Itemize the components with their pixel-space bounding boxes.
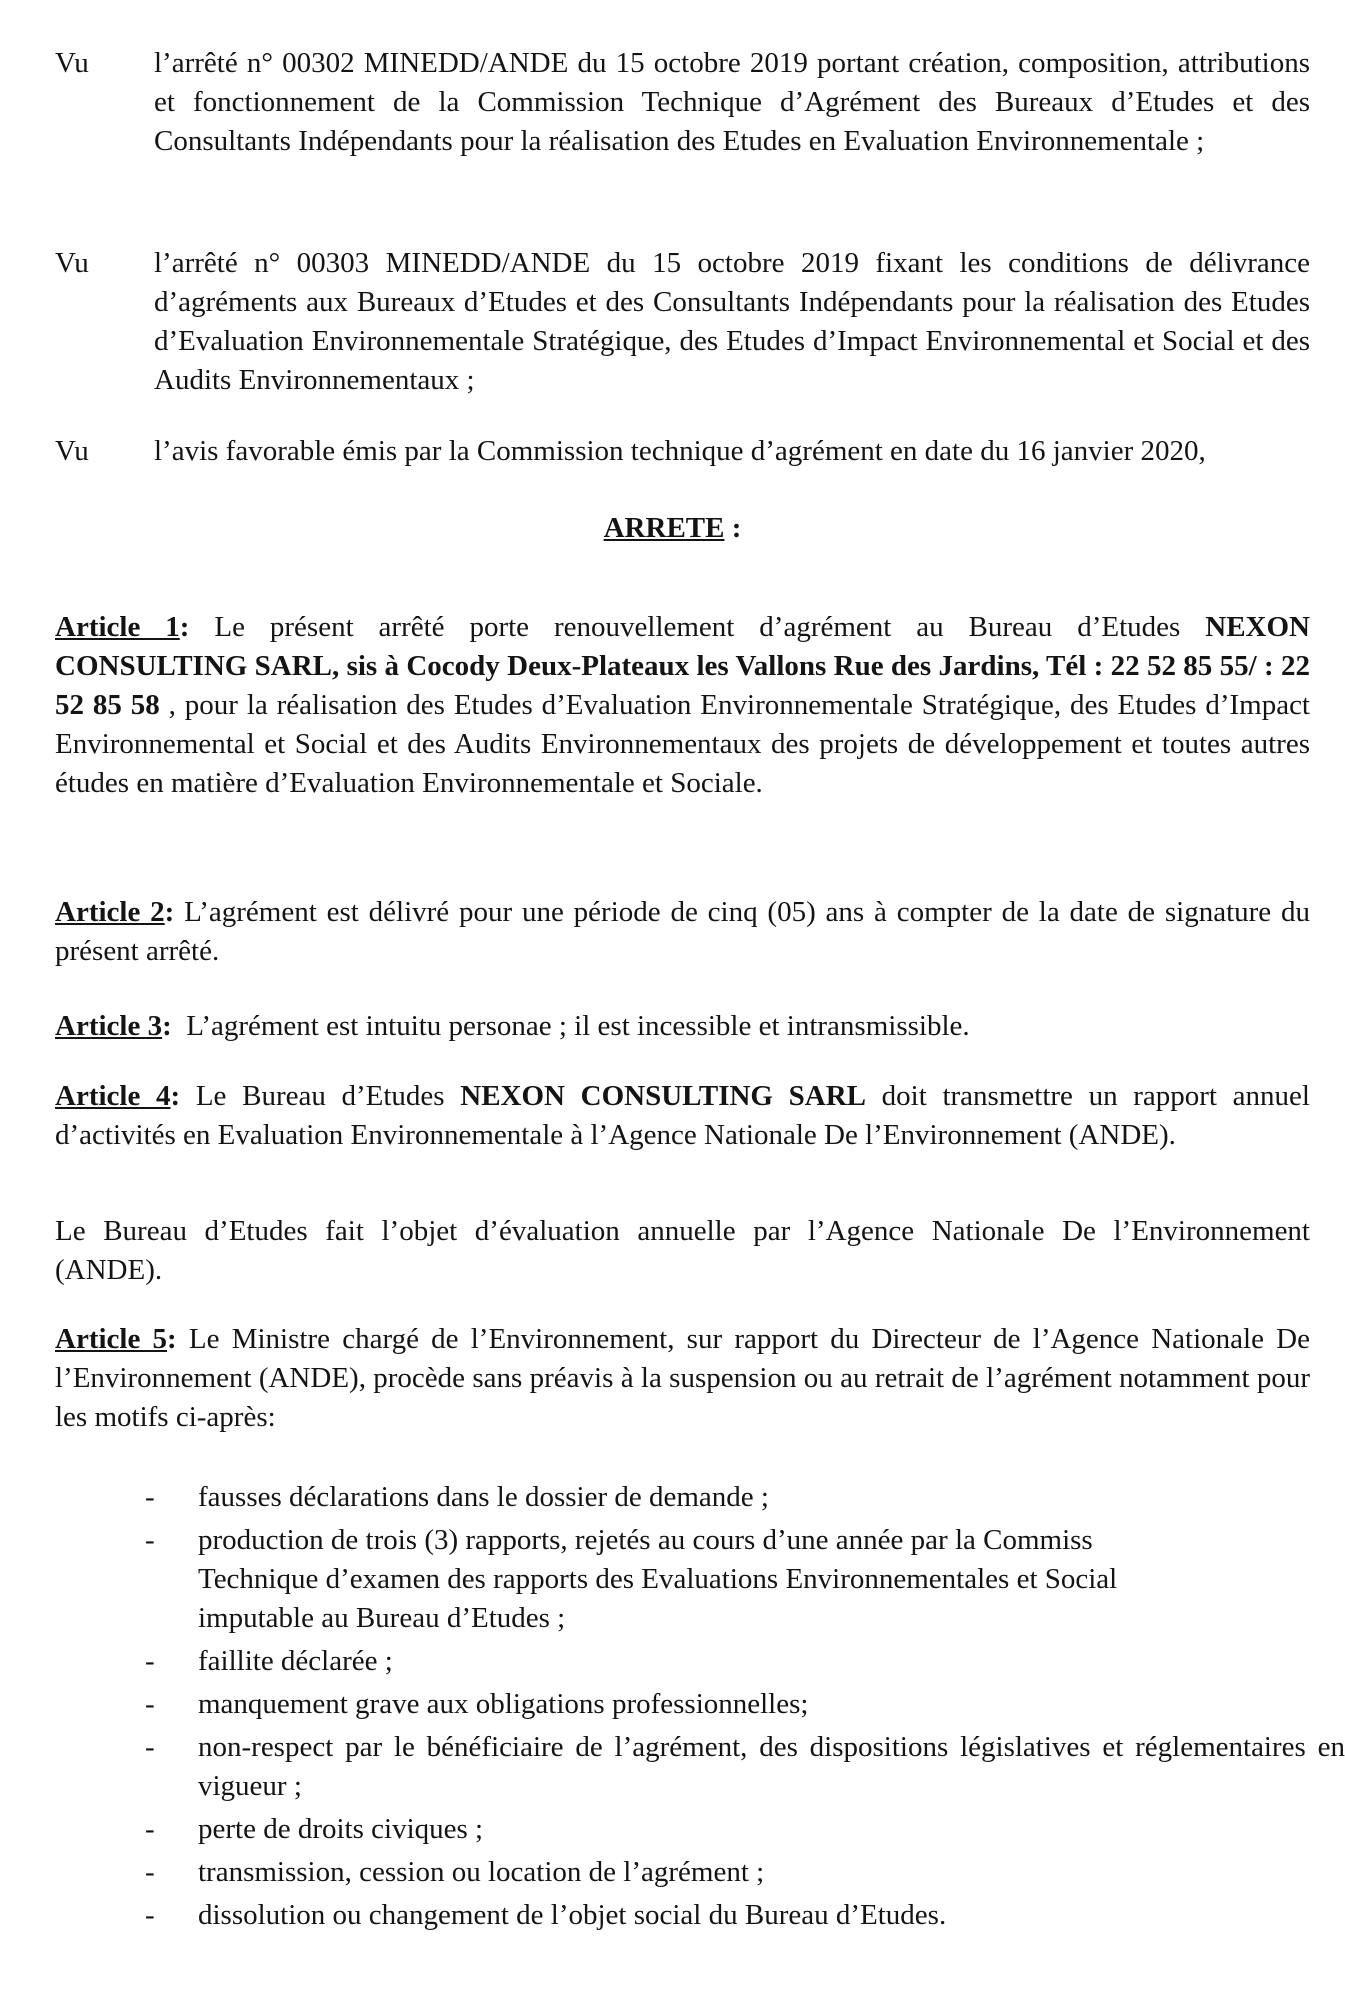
article-4-rest: doit transmettre un rapport annuel d’activités en Evaluation Environnementale à l’Agence Nationale De l’Environnement (ANDE). bbox=[55, 1080, 1310, 1151]
heading-colon: : bbox=[724, 512, 742, 544]
list-item: - dissolution ou changement de l’objet social du Bureau d’Etudes. bbox=[145, 1899, 947, 1931]
vu-clause-2 bbox=[55, 244, 1310, 400]
vu-text: l’arrêté n° 00302 MINEDD/ANDE du 15 octobre 2019 portant création, composition, attributions et fonctionnement de la Commission Technique d’Agrément des Bureaux d’Etudes et des Consultants Indépendants pour la réalisation des Etudes en Evaluation Environnementale ; bbox=[154, 47, 1310, 157]
list-item: - production de trois (3) rapports, rejetés au cours d’une année par la Commiss Technique d’examen des rapports des Evaluations Environnementales et Social imputable au Bureau d’Etudes ; bbox=[145, 1524, 1118, 1634]
company-details: NEXON CONSULTING SARL, sis à Cocody Deux-Plateaux les Vallons Rue des Jardins, Tél : 22 52 85 55/ : 22 52 85 58 bbox=[55, 611, 1310, 721]
vu-clause-1 bbox=[55, 44, 1310, 161]
article-4 bbox=[55, 1077, 1310, 1155]
list-item: - non-respect par le bénéficiaire de l’agrément, des dispositions législatives et réglementaires en vigueur ; bbox=[145, 1731, 1345, 1802]
article-2 bbox=[55, 893, 1310, 971]
article-1-intro: Le présent arrêté porte renouvellement d’agrément au Bureau d’Etudes bbox=[189, 611, 1206, 643]
article-3-label: Article 3 bbox=[55, 1010, 163, 1042]
article-3 bbox=[55, 1007, 1310, 1046]
article-3-text: L’agrément est intuitu personae ; il est incessible et intransmissible. bbox=[171, 1010, 970, 1042]
article-1-label: Article 1 bbox=[55, 611, 180, 643]
article-1-rest: , pour la réalisation des Etudes d’Evaluation Environnementale Stratégique, des Etudes d’Impact Environnemental et Social et des Audits Environnementaux des projets de développement et toutes autres études en matière d’Evaluation Environnementale et Sociale. bbox=[55, 689, 1310, 799]
article-1 bbox=[55, 608, 1310, 803]
article-colon: : bbox=[162, 1010, 172, 1042]
article-colon: : bbox=[170, 1080, 181, 1112]
article-colon: : bbox=[167, 1323, 177, 1355]
article-5-text: Le Ministre chargé de l’Environnement, sur rapport du Directeur de l’Agence Nationale De l’Environnement (ANDE), procède sans préavis à la suspension ou au retrait de l’agrément notamment pour les motifs ci-après: bbox=[55, 1323, 1310, 1433]
list-item: - faillite déclarée ; bbox=[145, 1645, 393, 1677]
grounds-list bbox=[145, 1478, 1345, 1939]
heading-title: ARRETE bbox=[603, 512, 725, 544]
article-colon: : bbox=[164, 896, 175, 928]
article-2-text: L’agrément est délivré pour une période de cinq (05) ans à compter de la date de signature du présent arrêté. bbox=[55, 896, 1310, 967]
vu-clause-3 bbox=[55, 432, 1310, 471]
article-4-intro: Le Bureau d’Etudes bbox=[180, 1080, 461, 1112]
vu-label: Vu bbox=[55, 47, 89, 79]
article-colon: : bbox=[179, 611, 190, 643]
article-4-label: Article 4 bbox=[55, 1080, 171, 1112]
vu-text: l’arrêté n° 00303 MINEDD/ANDE du 15 octobre 2019 fixant les conditions de délivrance d’agréments aux Bureaux d’Etudes et des Consultants Indépendants pour la réalisation des Etudes d’Evaluation Environnementale Stratégique, des Etudes d’Impact Environnemental et Social et des Audits Environnementaux ; bbox=[154, 247, 1310, 396]
list-item: - transmission, cession ou location de l’agrément ; bbox=[145, 1856, 765, 1888]
list-item: - fausses déclarations dans le dossier de demande ; bbox=[145, 1481, 769, 1513]
vu-text: l’avis favorable émis par la Commission technique d’agrément en date du 16 janvier 2020, bbox=[154, 435, 1206, 467]
company-name: NEXON CONSULTING SARL bbox=[460, 1080, 867, 1112]
article-4-extra: Le Bureau d’Etudes fait l’objet d’évaluation annuelle par l’Agence Nationale De l’Environnement (ANDE). bbox=[55, 1215, 1310, 1286]
list-item: - perte de droits civiques ; bbox=[145, 1813, 484, 1845]
article-2-label: Article 2 bbox=[55, 896, 165, 928]
article-5 bbox=[55, 1320, 1310, 1437]
vu-label: Vu bbox=[55, 247, 89, 279]
list-item: - manquement grave aux obligations professionnelles; bbox=[145, 1688, 809, 1720]
decree-heading bbox=[0, 509, 1345, 548]
vu-label: Vu bbox=[55, 435, 89, 467]
article-5-label: Article 5 bbox=[55, 1323, 168, 1355]
